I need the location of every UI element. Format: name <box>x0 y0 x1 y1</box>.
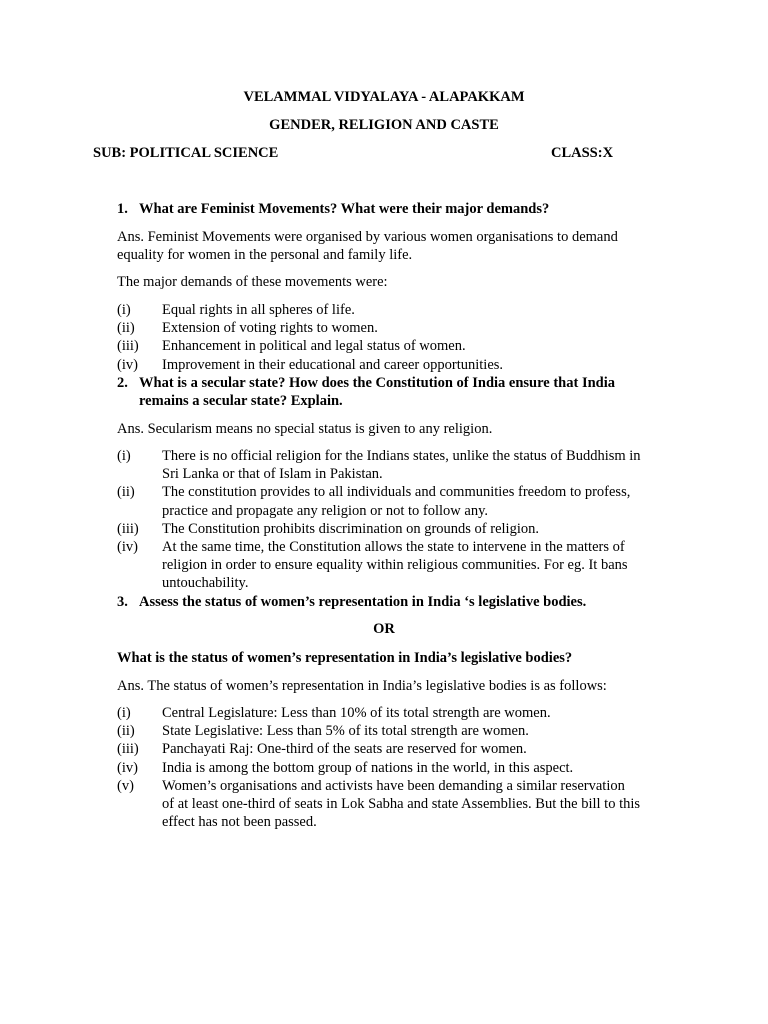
list-item <box>117 520 677 538</box>
item-text-line: of at least one-third of seats in Lok Sabha and state Assemblies. But the bill to this <box>162 796 641 813</box>
item-text-line: The constitution provides to all individuals and communities freedom to profess, <box>162 484 631 501</box>
item-number: (iii) <box>117 520 139 537</box>
item-text: Enhancement in political and legal status of women. <box>162 338 466 355</box>
class-label: CLASS:X <box>551 145 614 161</box>
item-text: Extension of voting rights to women. <box>162 320 378 337</box>
answer-line: Ans. Feminist Movements were organised by various women organisations to demand <box>117 229 618 245</box>
item-number: (iii) <box>117 338 139 355</box>
item-number: (iv) <box>117 356 138 373</box>
list-item <box>117 301 677 319</box>
question-1 <box>117 200 677 218</box>
item-text-line: India is among the bottom group of nations in the world, in this aspect. <box>162 759 574 776</box>
list-item <box>117 538 677 593</box>
item-number: (iv) <box>117 539 138 556</box>
item-number: (i) <box>117 705 131 721</box>
list-item <box>117 483 677 519</box>
item-number: (iii) <box>117 741 139 758</box>
question-text: What are Feminist Movements? What were their major demands? <box>139 201 550 217</box>
list-item <box>117 356 677 374</box>
item-text-line: Central Legislature: Less than 10% of its total strength are women. <box>162 705 551 721</box>
answer-1 <box>117 228 677 264</box>
item-text-line: State Legislative: Less than 5% of its total strength are women. <box>162 723 529 740</box>
item-text-line: Women’s organisations and activists have been demanding a similar reservation <box>162 777 625 794</box>
item-text-line: practice and propagate any religion or not to follow any. <box>162 502 489 519</box>
answer-2-list <box>117 447 677 593</box>
item-text-line: Sri Lanka or that of Islam in Pakistan. <box>162 466 383 483</box>
school-title: VELAMMAL VIDYALAYA - ALAPAKKAM <box>243 89 525 105</box>
list-item <box>117 337 677 355</box>
topic-title: GENDER, RELIGION AND CASTE <box>269 117 499 133</box>
subject-label: SUB: POLITICAL SCIENCE <box>93 145 279 161</box>
item-text-line: There is no official religion for the Indians states, unlike the status of Buddhism in <box>162 448 641 464</box>
question-text-line: What is a secular state? How does the Constitution of India ensure that India <box>139 375 615 391</box>
answer-line: equality for women in the personal and family life. <box>117 247 413 264</box>
question-number: 1. <box>117 201 128 217</box>
answer-1-intro: The major demands of these movements were: <box>117 274 388 290</box>
answer-1-list <box>117 301 677 374</box>
question-2 <box>117 374 677 410</box>
question-3 <box>117 593 677 611</box>
item-number: (i) <box>117 302 131 318</box>
item-text: Improvement in their educational and career opportunities. <box>162 356 504 373</box>
question-number: 2. <box>117 375 128 391</box>
list-item <box>117 704 677 722</box>
item-number: (ii) <box>117 723 135 740</box>
item-number: (iv) <box>117 759 138 776</box>
item-number: (v) <box>117 777 134 794</box>
or-separator: OR <box>373 621 395 637</box>
item-text-line: The Constitution prohibits discrimination on grounds of religion. <box>162 520 539 537</box>
question-number: 3. <box>117 594 128 610</box>
item-number: (i) <box>117 448 131 464</box>
item-text: Equal rights in all spheres of life. <box>162 302 355 318</box>
answer-2: Ans. Secularism means no special status is given to any religion. <box>117 421 493 437</box>
item-number: (ii) <box>117 484 135 501</box>
list-item <box>117 319 677 337</box>
item-number: (ii) <box>117 320 135 337</box>
item-text-line: religion in order to ensure equality within religious communities. For eg. It bans <box>162 557 628 574</box>
item-text-line: At the same time, the Constitution allows the state to intervene in the matters of <box>162 539 625 556</box>
list-item <box>117 759 677 777</box>
item-text-line: effect has not been passed. <box>162 814 317 831</box>
list-item <box>117 447 677 483</box>
list-item <box>117 722 677 740</box>
alt-question: What is the status of women’s representation in India’s legislative bodies? <box>117 650 573 666</box>
item-text-line: Panchayati Raj: One-third of the seats are reserved for women. <box>162 741 527 758</box>
list-item <box>117 777 677 832</box>
question-text-line: remains a secular state? Explain. <box>139 393 343 410</box>
list-item <box>117 740 677 758</box>
answer-3-list <box>117 704 677 831</box>
answer-3: Ans. The status of women’s representation in India’s legislative bodies is as follows: <box>117 678 607 694</box>
item-text-line: untouchability. <box>162 575 249 592</box>
question-text: Assess the status of women’s representation in India ‘s legislative bodies. <box>139 594 587 610</box>
